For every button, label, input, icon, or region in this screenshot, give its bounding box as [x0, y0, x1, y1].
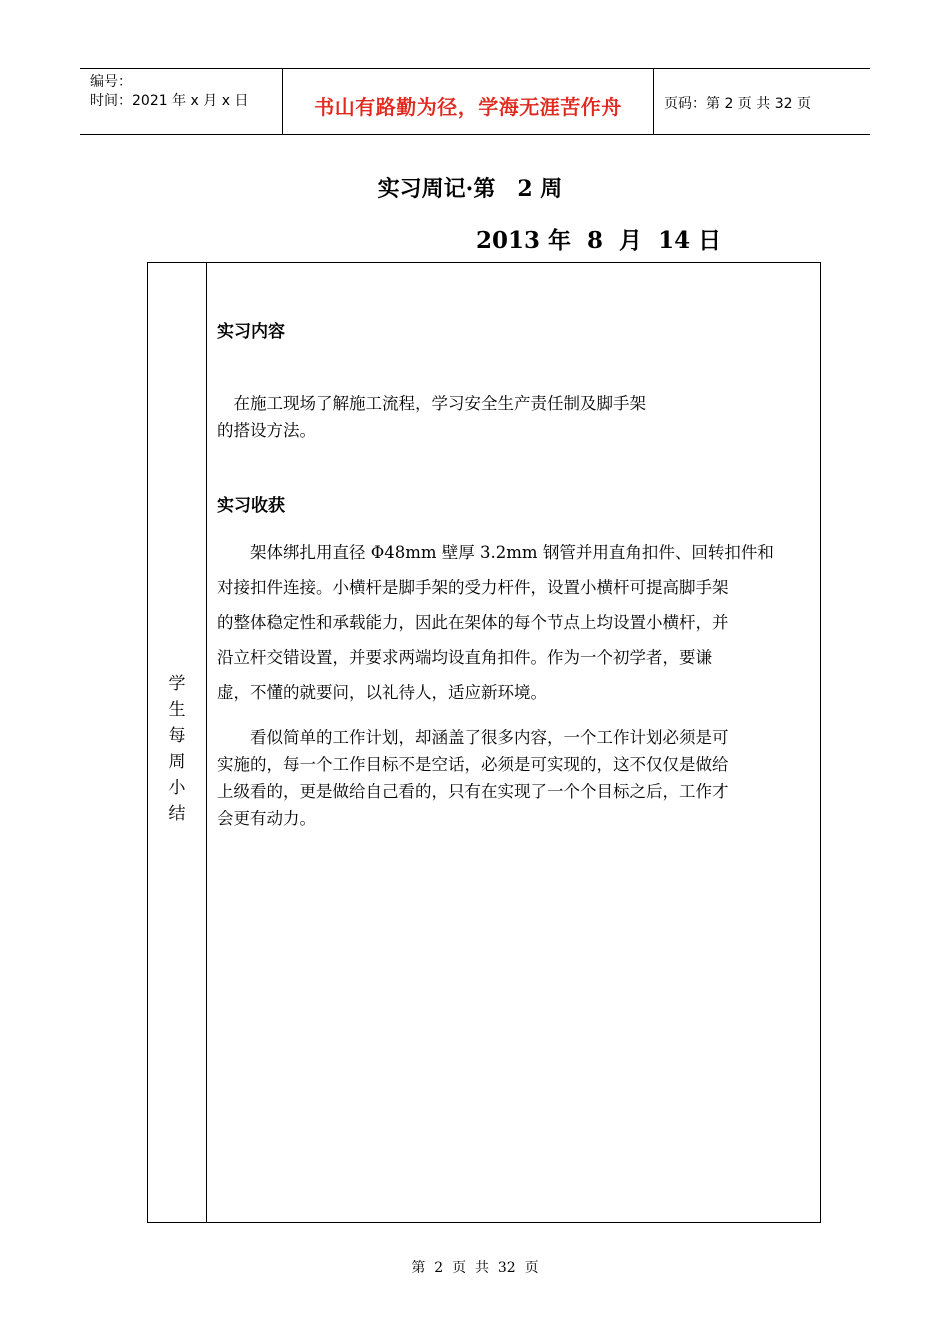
side-label	[148, 671, 206, 827]
paragraph-line: 虚，不懂的就要问，以礼待人，适应新环境。	[217, 683, 547, 702]
paragraph-line: 会更有动力。	[217, 809, 316, 828]
side-label-char: 学	[168, 674, 186, 694]
paragraph-line: 的搭设方法。	[217, 421, 316, 440]
section-gains-paragraph-2	[217, 724, 815, 832]
side-label-char: 生	[168, 700, 186, 720]
section-content-paragraph	[217, 390, 815, 444]
side-label-char: 结	[168, 804, 186, 824]
document-title	[0, 172, 950, 203]
document-date: 2013 年 8 月 14 日	[476, 227, 722, 254]
header-motto: 书山有路勤为径，学海无涯苦作舟	[282, 69, 654, 134]
paragraph-line: 在施工现场了解施工流程，学习安全生产责任制及脚手架	[217, 394, 646, 413]
time-label: 时间：2021 年 x 月 x 日	[90, 93, 249, 109]
page-footer: 第 2 页 共 32 页	[411, 1260, 539, 1276]
content-column	[207, 263, 820, 1222]
paragraph-line: 的整体稳定性和承载能力，因此在架体的每个节点上均设置小横杆，并	[217, 613, 729, 632]
paragraph-line: 对接扣件连接。小横杆是脚手架的受力杆件，设置小横杆可提高脚手架	[217, 578, 729, 597]
section-heading-gains: 实习收获	[217, 496, 285, 516]
paragraph-line: 看似简单的工作计划，却涵盖了很多内容，一个工作计划必须是可	[217, 728, 729, 747]
side-label-char: 每	[168, 726, 186, 746]
section-gains-paragraph-1	[217, 535, 815, 710]
side-label-column	[148, 263, 207, 1222]
paragraph-line: 沿立杆交错设置，并要求两端均设直角扣件。作为一个初学者，要谦	[217, 648, 712, 667]
section-heading-content: 实习内容	[217, 322, 285, 342]
header-meta	[80, 69, 282, 134]
page-header	[80, 68, 870, 135]
serial-label: 编号：	[90, 74, 132, 90]
side-label-char: 周	[168, 752, 186, 772]
paragraph-line: 架体绑扎用直径 Φ48mm 壁厚 3.2mm 钢管并用直角扣件、回转扣件和	[217, 543, 774, 562]
document-title-text: 实习周记·第 2 周	[377, 176, 563, 202]
header-page-info: 页码：第 2 页 共 32 页	[664, 96, 811, 112]
paragraph-line: 上级看的，更是做给自己看的，只有在实现了一个个目标之后，工作才	[217, 782, 729, 801]
paragraph-line: 实施的，每一个工作目标不是空话，必须是可实现的，这不仅仅是做给	[217, 755, 729, 774]
weekly-summary-table	[147, 262, 821, 1223]
side-label-char: 小	[168, 778, 186, 798]
